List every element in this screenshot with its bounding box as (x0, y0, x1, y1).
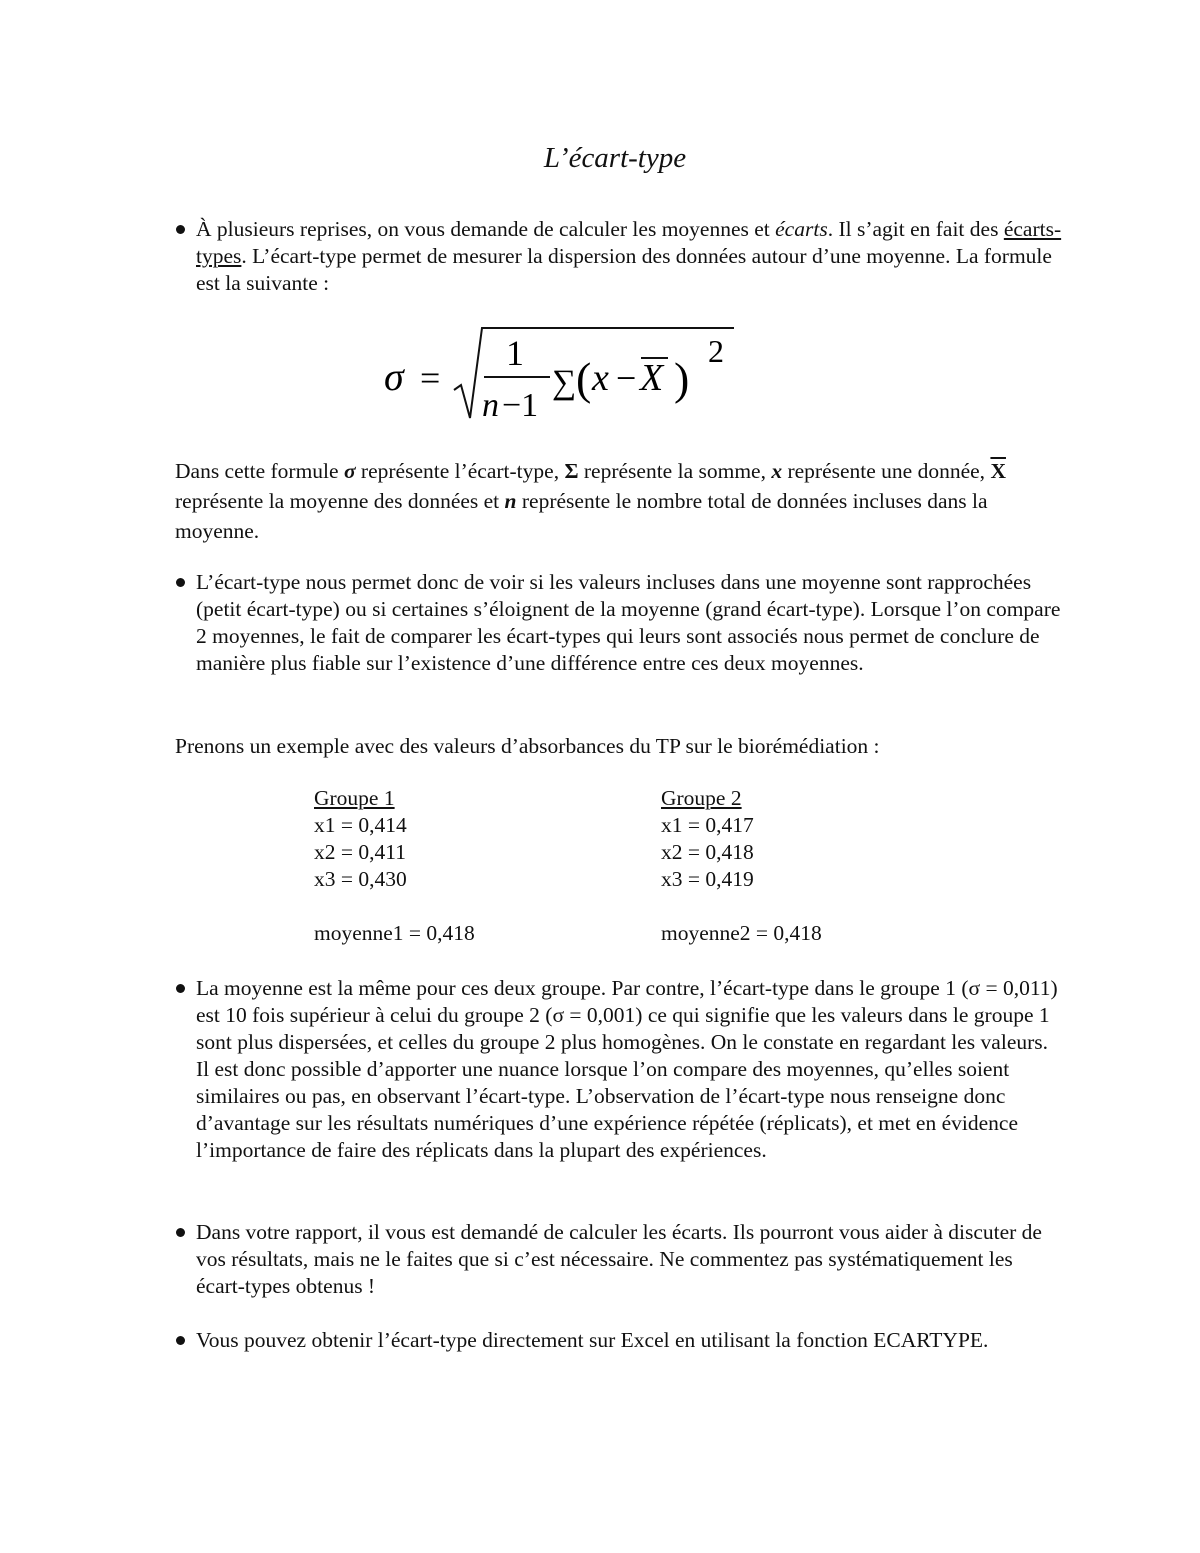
bullet-text: Dans votre rapport, il vous est demandé de calculer les écarts. Ils pourront vous aider à discuter de vos résultats, mais ne le faites que si c’est nécessaire. Ne commentez pas systématiquement les écart-types obtenus ! (196, 1220, 1042, 1298)
text-underlined: écarts-types (196, 217, 1062, 268)
bullet-excel (172, 1327, 1062, 1354)
symbol-sigma: σ (343, 459, 356, 483)
bullet-dot-icon (176, 1336, 185, 1345)
group-mean: moyenne2 = 0,418 (661, 921, 822, 945)
bullet-dot-icon (176, 1228, 185, 1237)
bullet-text: Vous pouvez obtenir l’écart-type directement sur Excel en utilisant la fonction ECARTYPE. (196, 1328, 989, 1352)
symbol-n: n (504, 489, 517, 513)
text: représente la somme, (578, 459, 772, 483)
text: À plusieurs reprises, on vous demande de calculer les moyennes et (196, 217, 776, 241)
symbol-xbar: $\overline{X}$ (990, 459, 1006, 483)
group-2-column (661, 785, 822, 947)
symbol-sum: Σ (564, 459, 579, 483)
formula-minus: − (616, 358, 637, 398)
formula-open-paren: ( (576, 353, 592, 404)
group-1-column (314, 785, 475, 947)
formula-denominator-n: n (482, 387, 499, 424)
text: Dans cette formule (175, 459, 344, 483)
page-title: L’écart-type (543, 142, 687, 174)
text: . Il s’agit en fait des (827, 217, 1004, 241)
group-mean: moyenne1 = 0,418 (314, 921, 475, 945)
bullet-dot-icon (176, 984, 185, 993)
text: représente une donnée, (782, 459, 991, 483)
group-header: Groupe 2 (661, 786, 742, 810)
text: représente la moyenne des données et (175, 489, 505, 513)
example-intro: Prenons un exemple avec des valeurs d’absorbances du TP sur le biorémédiation : (175, 734, 880, 758)
group-value: x3 = 0,430 (314, 867, 407, 891)
bullet-dot-icon (176, 578, 185, 587)
formula-close-paren: ) (674, 353, 690, 404)
bullet-interpretation (172, 569, 1062, 677)
group-value: x2 = 0,418 (661, 840, 754, 864)
group-value: x2 = 0,411 (314, 840, 406, 864)
text: représente le nombre total de données incluses dans la moyenne. (175, 489, 988, 543)
group-value: x3 = 0,419 (661, 867, 754, 891)
bullet-report (172, 1219, 1062, 1300)
bullet-dot-icon (176, 225, 185, 234)
group-value: x1 = 0,417 (661, 813, 754, 837)
bullet-text: L’écart-type nous permet donc de voir si les valeurs incluses dans une moyenne sont rapprochées (petit écart-type) ou si certaines s’éloignent de la moyenne (grand écart-type). Lorsque l’on compare 2 moyennes, le fait de comparer les écart-types qui leurs sont associés nous permet de conclure de manière plus fiable sur l’existence d’une différence entre ces deux moyennes. (196, 570, 1061, 675)
formula-denominator-rest: −1 (502, 387, 539, 424)
standard-deviation-formula (378, 318, 748, 428)
text: représente l’écart-type, (355, 459, 565, 483)
formula-sigma: σ (384, 354, 404, 399)
formula-xbar: X (640, 357, 664, 399)
bullet-discussion (172, 975, 1062, 1164)
group-value: x1 = 0,414 (314, 813, 407, 837)
formula-numerator: 1 (506, 333, 524, 373)
group-header: Groupe 1 (314, 786, 395, 810)
symbol-x: x (771, 459, 783, 483)
formula-equals: = (420, 358, 441, 398)
text: . L’écart-type permet de mesurer la dispersion des données autour d’une moyenne. La formule est la suivante : (196, 244, 1052, 295)
bullet-intro (172, 216, 1062, 297)
definition-paragraph (175, 456, 1065, 546)
text-italic: écarts (775, 217, 828, 241)
formula-x: x (592, 357, 609, 399)
formula-exponent: 2 (708, 333, 724, 369)
formula-sum: ∑ (552, 364, 577, 401)
bullet-text: La moyenne est la même pour ces deux groupe. Par contre, l’écart-type dans le groupe 1 (σ = 0,011) est 10 fois supérieur à celui du groupe 2 (σ = 0,001) ce qui signifie que les valeurs dans le groupe 1 sont plus dispersées, et celles du groupe 2 plus homogènes. On le constate en regardant les valeurs. Il est donc possible d’apporter une nuance lorsque l’on compare des moyennes, qu’elles soient similaires ou pas, en observant l’écart-type. L’observation de l’écart-type nous renseigne donc d’avantage sur les résultats numériques d’une expérience répétée (réplicats), et met en évidence l’importance de faire des réplicats dans la plupart des expériences. (196, 976, 1058, 1162)
